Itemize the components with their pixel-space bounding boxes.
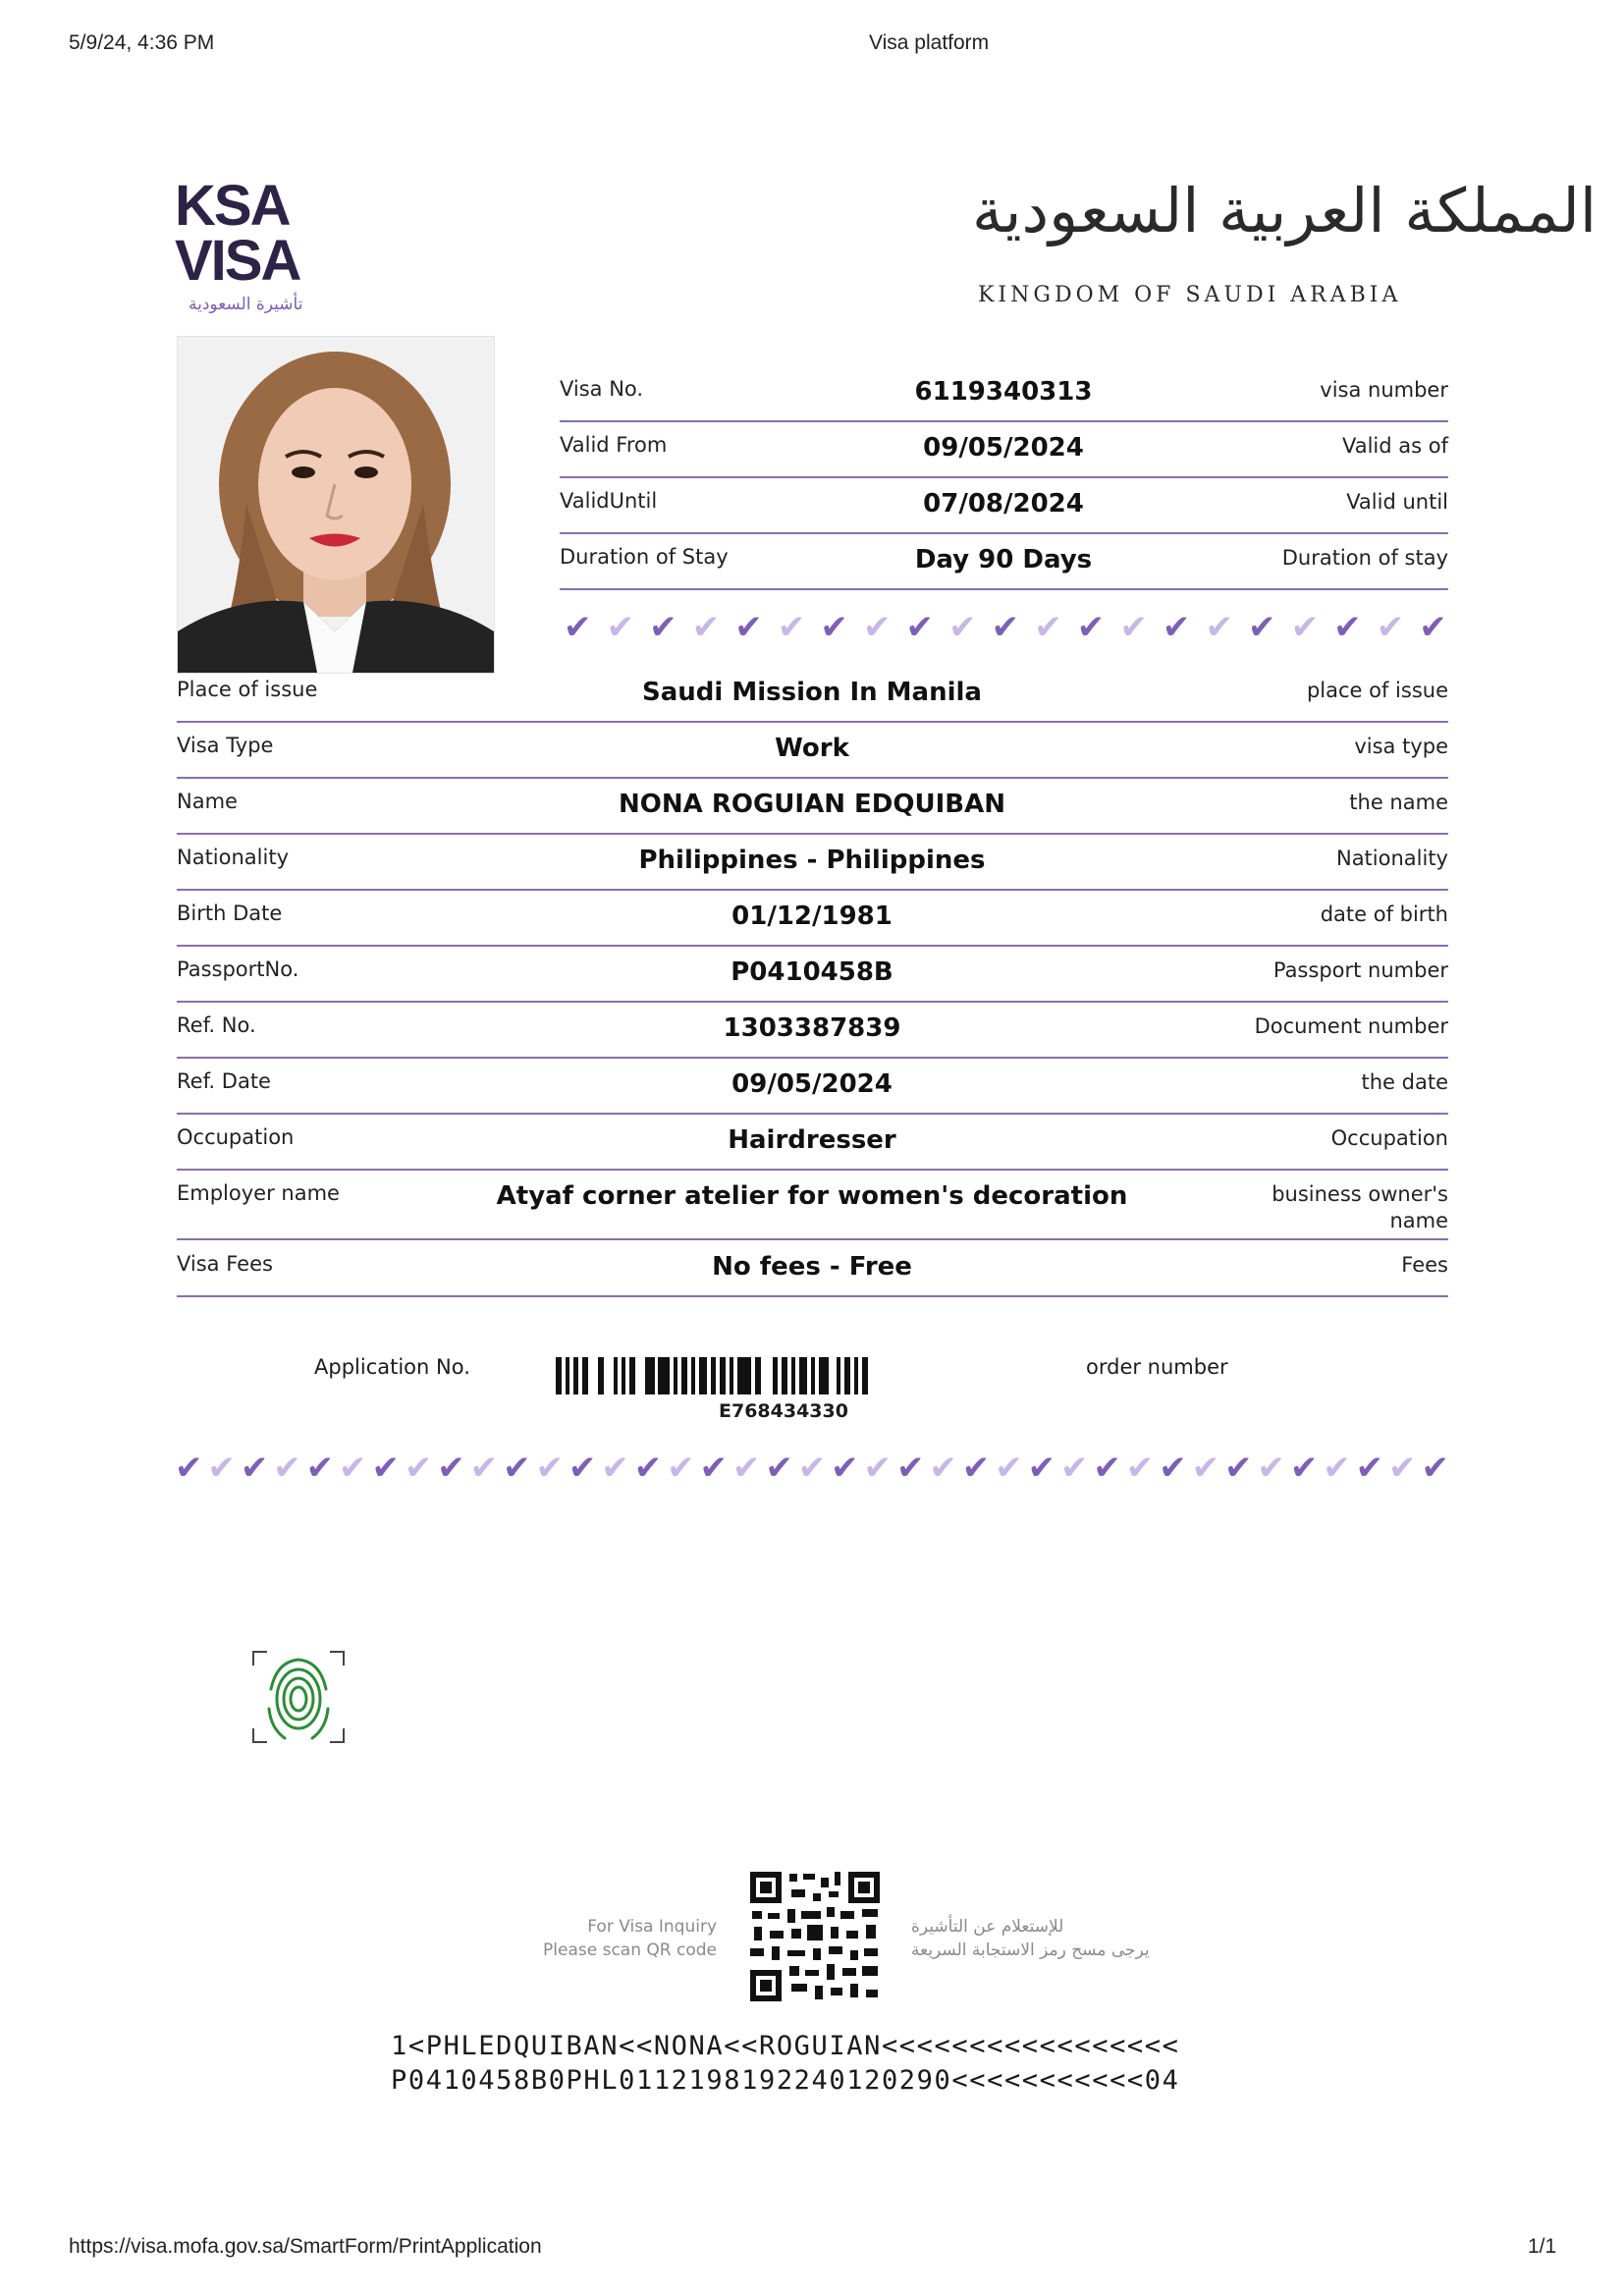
check-icon: ✔ — [305, 1448, 335, 1488]
mrz-line2: P0410458B0PHL0112198192240120290<<<<<<<<<<<04 — [391, 2065, 1180, 2096]
field-label: Ref. No. — [177, 1013, 256, 1037]
check-icon: ✔ — [207, 1448, 236, 1488]
check-icon: ✔ — [765, 1448, 793, 1488]
field-value: P0410458B — [731, 957, 893, 987]
check-icon: ✔ — [1125, 1448, 1155, 1488]
field-label: Occupation — [177, 1125, 295, 1149]
field-visa-fees — [177, 1240, 1448, 1297]
field-value: 09/05/2024 — [923, 433, 1084, 463]
qr-ar-line2: يرجى مسح رمز الاستجابة السريعة — [911, 1940, 1150, 1960]
ksa-visa-logo — [175, 174, 303, 314]
check-icon: ✔ — [503, 1448, 531, 1488]
check-icon: ✔ — [797, 1448, 827, 1488]
field-right-label: Nationality — [1335, 847, 1448, 870]
mrz-zone — [391, 2029, 1180, 2098]
check-icon: ✔ — [1059, 1448, 1089, 1488]
check-icon: ✔ — [863, 1448, 893, 1488]
qr-inquiry-arabic — [911, 1915, 1166, 1962]
check-icon: ✔ — [995, 1448, 1023, 1488]
check-icon: ✔ — [469, 1448, 499, 1488]
fingerprint-icon — [251, 1650, 346, 1744]
field-right-label: Valid until — [1346, 490, 1448, 514]
check-icon: ✔ — [929, 1448, 957, 1488]
field-visa-no — [560, 365, 1448, 422]
field-label: Valid From — [560, 433, 668, 457]
check-icon: ✔ — [273, 1448, 301, 1488]
field-right-label: the name — [1349, 791, 1448, 814]
check-icon: ✔ — [667, 1448, 695, 1488]
field-occupation — [177, 1114, 1448, 1171]
check-icon: ✔ — [1388, 1448, 1417, 1488]
field-nationality — [177, 834, 1448, 891]
field-valid-from — [560, 421, 1448, 478]
field-label: Name — [177, 790, 238, 813]
field-right-label: visa type — [1354, 735, 1448, 758]
field-label: Nationality — [177, 846, 290, 869]
check-icon: ✔ — [1027, 1448, 1056, 1488]
check-icon: ✔ — [731, 1448, 761, 1488]
check-icon: ✔ — [1191, 1448, 1220, 1488]
field-passport-no — [177, 946, 1448, 1003]
field-visa-type — [177, 722, 1448, 779]
check-icon: ✔ — [961, 1448, 991, 1488]
check-icon: ✔ — [905, 608, 934, 647]
check-icon: ✔ — [633, 1448, 663, 1488]
field-ref-date — [177, 1058, 1448, 1115]
field-place-of-issue — [177, 666, 1448, 723]
check-icon: ✔ — [862, 608, 892, 647]
field-value: 1303387839 — [723, 1013, 901, 1043]
field-birth-date — [177, 890, 1448, 947]
qr-en-line1: For Visa Inquiry — [587, 1917, 717, 1937]
check-icon: ✔ — [1093, 1448, 1121, 1488]
field-label: ValidUntil — [560, 489, 658, 513]
check-icon: ✔ — [820, 608, 848, 647]
check-icon: ✔ — [1076, 608, 1106, 647]
logo-arabic: تأشيرة السعودية — [189, 295, 303, 314]
check-icon: ✔ — [691, 608, 721, 647]
qr-code-icon[interactable] — [744, 1866, 886, 2007]
check-icon: ✔ — [175, 1448, 203, 1488]
check-icon: ✔ — [1034, 608, 1062, 647]
check-icon: ✔ — [699, 1448, 728, 1488]
decorative-checkmark-row-top — [564, 608, 1447, 647]
check-icon: ✔ — [831, 1448, 859, 1488]
field-right-label: Duration of stay — [1281, 546, 1448, 570]
check-icon: ✔ — [1224, 1448, 1253, 1488]
application-number: E768434330 — [719, 1400, 848, 1422]
field-ref-no — [177, 1002, 1448, 1059]
check-icon: ✔ — [404, 1448, 433, 1488]
check-icon: ✔ — [649, 608, 677, 647]
field-right-label: Valid as of — [1341, 434, 1448, 458]
field-label: Birth Date — [177, 902, 283, 925]
field-right-label: visa number — [1320, 378, 1448, 402]
check-icon: ✔ — [1421, 1448, 1449, 1488]
field-label: Visa Type — [177, 734, 274, 757]
check-icon: ✔ — [1289, 1448, 1319, 1488]
field-value: 09/05/2024 — [731, 1069, 893, 1099]
check-icon: ✔ — [1257, 1448, 1285, 1488]
field-right-label: date of birth — [1320, 902, 1448, 926]
decorative-checkmark-row-bottom — [175, 1448, 1449, 1488]
check-icon: ✔ — [1333, 608, 1362, 647]
field-value: 01/12/1981 — [731, 902, 893, 931]
check-icon: ✔ — [371, 1448, 400, 1488]
mrz-line1: 1<PHLEDQUIBAN<<NONA<<ROGUIAN<<<<<<<<<<<<<<<<< — [391, 2031, 1180, 2061]
field-right-label: Fees — [1401, 1253, 1448, 1277]
field-right-label: place of issue — [1306, 679, 1448, 702]
qr-inquiry-english — [530, 1915, 717, 1962]
check-icon: ✔ — [240, 1448, 269, 1488]
check-icon: ✔ — [948, 608, 977, 647]
field-right-label: business owner's name — [1272, 1182, 1448, 1232]
qr-ar-line1: للإستعلام عن التأشيرة — [911, 1917, 1064, 1937]
check-icon: ✔ — [1159, 1448, 1187, 1488]
check-icon: ✔ — [1119, 608, 1148, 647]
print-datetime: 5/9/24, 4:36 PM — [69, 31, 215, 54]
field-name — [177, 778, 1448, 835]
print-url: https://visa.mofa.gov.sa/SmartForm/PrintApplication — [69, 2235, 542, 2258]
check-icon: ✔ — [777, 608, 806, 647]
check-icon: ✔ — [339, 1448, 367, 1488]
check-icon: ✔ — [568, 1448, 597, 1488]
field-label: Visa Fees — [177, 1252, 273, 1276]
check-icon: ✔ — [1419, 608, 1447, 647]
field-value: Work — [775, 734, 849, 763]
field-value: Saudi Mission In Manila — [642, 678, 982, 707]
check-icon: ✔ — [437, 1448, 465, 1488]
field-label: Ref. Date — [177, 1069, 271, 1093]
field-label: Visa No. — [560, 377, 644, 401]
check-icon: ✔ — [991, 608, 1020, 647]
photo-portrait — [178, 337, 494, 673]
field-right-label: the date — [1361, 1070, 1448, 1094]
field-duration-of-stay — [560, 533, 1448, 590]
field-value: 6119340313 — [914, 377, 1093, 407]
field-label: PassportNo. — [177, 957, 299, 981]
field-value: 07/08/2024 — [923, 489, 1084, 519]
field-value: Atyaf corner atelier for women's decoration — [496, 1181, 1128, 1211]
field-right-label: Occupation — [1330, 1126, 1448, 1150]
field-value: NONA ROGUIAN EDQUIBAN — [619, 790, 1005, 819]
logo-line-visa: VISA — [175, 229, 300, 293]
print-page-number: 1/1 — [1528, 2235, 1557, 2258]
check-icon: ✔ — [606, 608, 635, 647]
logo-line-ksa: KSA — [175, 174, 290, 238]
check-icon: ✔ — [535, 1448, 564, 1488]
field-employer-name — [177, 1170, 1448, 1240]
check-icon: ✔ — [1323, 1448, 1351, 1488]
check-icon: ✔ — [734, 608, 763, 647]
check-icon: ✔ — [895, 1448, 925, 1488]
field-label: Employer name — [177, 1181, 340, 1205]
barcode-icon — [556, 1357, 1009, 1394]
field-value: Philippines - Philippines — [638, 846, 986, 875]
check-icon: ✔ — [601, 1448, 629, 1488]
check-icon: ✔ — [1205, 608, 1233, 647]
field-label: Duration of Stay — [560, 545, 729, 569]
kingdom-arabic-calligraphy: المملكة العربية السعودية — [972, 175, 1597, 246]
check-icon: ✔ — [1248, 608, 1276, 647]
field-right-label: Passport number — [1272, 958, 1448, 982]
field-value: No fees - Free — [712, 1252, 912, 1282]
field-valid-until — [560, 477, 1448, 534]
field-label: Place of issue — [177, 678, 318, 701]
field-value: Day 90 Days — [914, 545, 1093, 574]
check-icon: ✔ — [1376, 608, 1405, 647]
qr-en-line2: Please scan QR code — [543, 1940, 717, 1960]
application-right-label: order number — [1086, 1355, 1228, 1379]
check-icon: ✔ — [564, 608, 592, 647]
check-icon: ✔ — [1355, 1448, 1384, 1488]
kingdom-english: KINGDOM OF SAUDI ARABIA — [978, 283, 1402, 307]
field-right-label: Document number — [1254, 1014, 1448, 1038]
applicant-photo — [177, 336, 495, 674]
application-label: Application No. — [314, 1355, 470, 1379]
field-value: Hairdresser — [728, 1125, 896, 1155]
print-title: Visa platform — [869, 31, 990, 54]
check-icon: ✔ — [1162, 608, 1191, 647]
check-icon: ✔ — [1290, 608, 1320, 647]
